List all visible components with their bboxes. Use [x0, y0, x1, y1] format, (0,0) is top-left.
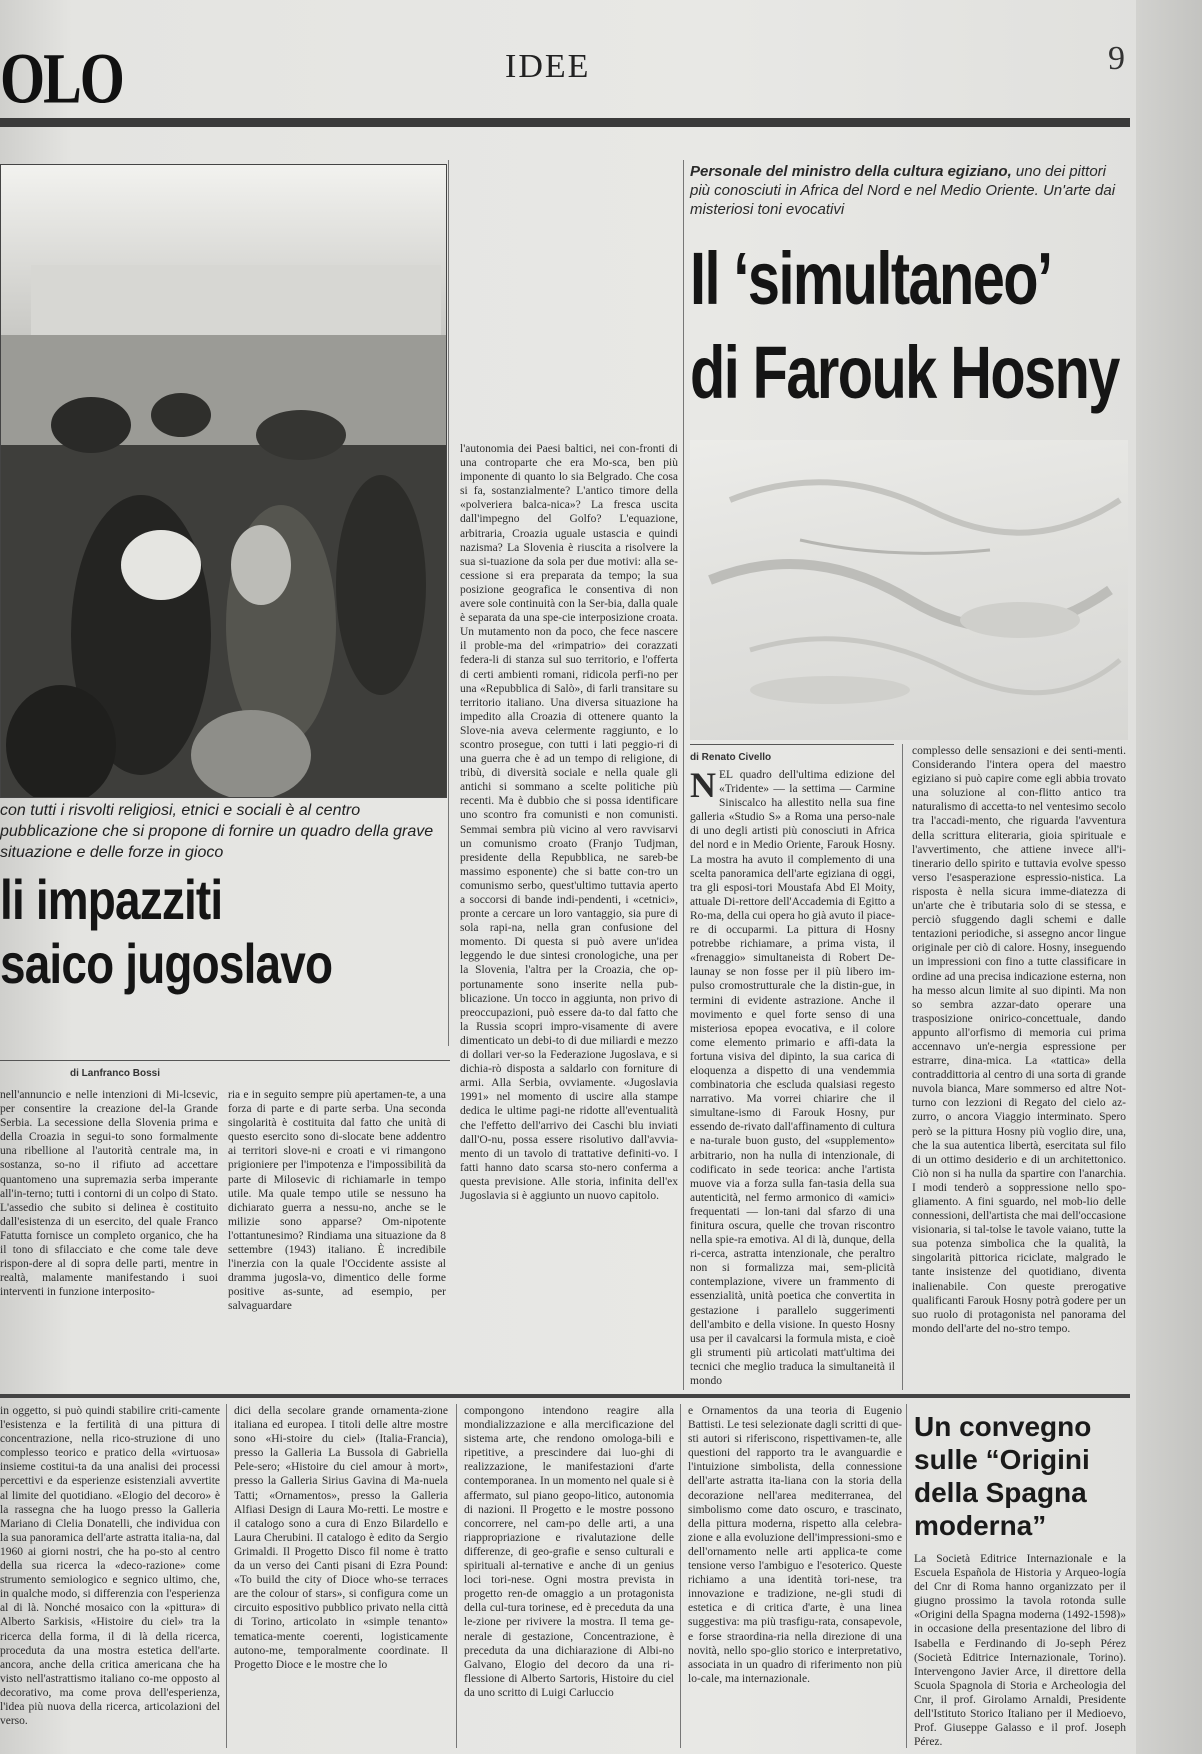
left-body-col2: ria e in seguito sempre più apertamen-te, a una forza di parte e di parte serba. Una seconda singolarità è costituita dal fatto che unità di questo esercito sono di-slocate bene addentro ai territori slove-ni e croati e vi rimangono prigioniere per l'impotenza e l'impossibilità da parte di Milosevic di richiamarle in tempo utile. Ma quale tempo utile se nessuno ha dichiarato guerra a nessu-no, anche se le milizie sono apparse? Om-nipotente l'ottantunesimo? Rindiama una situazione da 8 settembre (1943) italiano. È incredibile l'inerzia con la quale l'Occidente assiste al dramma jugosla-vo, dimentico delle forme positive as-sunte, ad esempio, per salvaguardare	[228, 1089, 446, 1313]
column-rule	[906, 1404, 907, 1748]
bottom-body-col2: dici della secolare grande ornamenta-zione italiana ed europea. I titoli delle altre mostre sono «Hi-stoire du ciel» (Italia-Francia), presso la Galleria La Bussola di Gabriella Pele-sero; «Histoire du ciel amour à mort», presso la Galleria Sirius Gavina di Ma-nuela Tatti; «Ornamentos», presso la Galleria Alfiasi Design di Laura Mo-retti. Le mostre e il catalogo sono a cura di Enzo Bilardello e Laura Cherubini. Il catalogo è edito da Sergio Grimaldi. Il Progetto Disco fil nome è tratto da un verso dei Canti pisani di Ezra Pound: «To build the city of Dioce who-se terraces are the colour of stars», si configura come un circuito espositivo pubblico privato nella città di Torino, articolato in «simple tenanto» tematica-mente coerenti, logisticamente autono-me, temporalmente coordinate. Il Progetto Dioce e le mostre che lo	[234, 1405, 448, 1671]
column-rule	[456, 1404, 457, 1748]
header-rule	[0, 118, 1130, 127]
right-headline-line1: Il ‘simultaneo’	[690, 237, 1052, 320]
drop-cap: N	[690, 768, 716, 805]
bottom-body-col1: in oggetto, si può quindi stabilire criti-camente l'esistenza e la fertilità di una pittura di concentrazione, nella rico-struzione di uno complesso teorico e pratico della «virtuosa» insieme costitui-ta da una analisi dei processi percettivi e da esperienze esistenziali avvertite al limite del quotidiano. «Elogio del decoro» è la rassegna che ha luogo presso la Galleria Mariano di Clelia Donatelli, che individua con la sua panoramica dell'arte astratta italia-na, dal 1960 ai giorni nostri, che ha po-sto al centro della sua ricerca la «deco-razione» come strumento semiologico e segnico ultimo, che, in qualche modo, si differenzia con l'esperienza al di là. Nonché mosaico con la «pittura» di Alberto Sarkisis, «Histoire du ciel» tra la ricerca della forma, il di là della ricerca, proceduta da una mostra estetica dell'arte. ancora, anche della critica americana che ha visto nell'astrattismo italiano co-me opposto al decorativo, ma come prova dell'esperienza, l'idea più nuova della ricerca, articolazioni del verso.	[0, 1405, 220, 1728]
column-rule	[448, 160, 449, 1046]
right-headline-line2: di Farouk Hosny	[690, 331, 1119, 414]
kicker-bold: Personale del ministro della cultura egiziano,	[690, 163, 1012, 180]
section-divider	[0, 1394, 1130, 1398]
bottom-body-col3: compongono intendono reagire alla mondializzazione e alla mercificazione del sistema arte, che rendono omologa-bili e ripetitive, a prescindere dai luo-ghi di realizzazione, le manifestazioni d'arte contemporanea. In un momento nel quale si è affermato, sul piano geopo-litico, autonomia di nazioni. Il Progetto e le mostre possono concorrere, nel cam-po delle arti, a una riappropriazione e rivalutazione delle differenze, di geo-grafie e senso culturali e spirituali al-ternative e anche di un genius loci tori-nese. Ogni mostra prevista in progetto ren-de omaggio a un protagonista della cul-tura torinese, ed è preceduta da una le-zione per rivivere la mostra. Il tema ge-nerale di gestazione, Concentrazione, è preceduta da una dichiarazione di Albi-no Galvano, Elogio del decoro da una ri-flessione di Alberto Sartoris, Histoire du ciel da uno scritto di Luigi Carluccio	[464, 1405, 674, 1699]
sidebar-headline: Un convegno sulle “Origini della Spagna moderna”	[914, 1411, 1092, 1541]
right-body-col1	[690, 768, 895, 1390]
column-rule	[680, 1404, 681, 1748]
bottom-body-col4: e Ornamentos da una teoria di Eugenio Battisti. Le tesi selezionate dagli scritti di que-sti autori si riferiscono, rispettivamen-te, alle questioni del rapporto tra le avanguardie e l'intuizione simbolista, della connessione dell'arte astratta ita-liana con la storia della decorazione nell'area mediterranea, del simbolismo come dato oscuro, e trascinato, della pittura moderna, rispetto alla celebra-zione e alla evoluzione dell'impressioni-smo e dell'ornamento nelle arti applica-te come tensione verso l'ambiguo e l'esoterico. Queste richiamo a una identità tori-nese, tra innovazione e tradizione, ne-gli studi di estetica e di critica d'arte, è una linea suggestiva: ma più trasfigu-rata, consapevole, e forse straordina-ria nella direzione di una novità, nello spo-glio storico e interpretativo, associata in un quadro di riferimento non più lo-cale, ma internazionale.	[688, 1405, 902, 1685]
page-number: 9	[1108, 40, 1125, 77]
byline-rule	[0, 1060, 450, 1061]
byline-rule	[690, 744, 894, 745]
painting-image	[690, 440, 1128, 740]
right-kicker	[690, 162, 1130, 219]
left-body-col3: l'autonomia dei Paesi baltici, nei con-fronti di una controparte che era Mo-sca, ben più imponente di quanto lo sia Belgrado. Che cosa si fa, sostanzialmente? L'antico timore della «polveriera balca-nica»? La fresca uscita dall'impegno del Golfo? L'equazione, arbitraria, Croazia uguale ustascia e quindi nazisma? La Slovenia è riuscita a risolvere la sua si-tuazione da sola per due motivi: alla se-cessione si era preparata da tempo; la sua posizione geografica le consentiva di non avere sole continuità con la Ser-bia, dalla quale è separata da una spe-cie interposizione croata. Un mutamento non da poco, che fece nascere il proble-ma del «rimpatrio» dei corazzati federa-li di stanza sul suo territorio, e l'offerta di certi ambienti romani, ridicola perfi-no per una «Repubblica di Salò», di farli transitare su territorio italiano. Una diversa situazione ha impedito alla Croazia di ottenere quanto la Slove-nia aveva celermente raggiunto, e lo scontro prosegue, con tutti i lati peggio-ri di una guerra che è ad un tempo di religione, di tribù, di diversità sociale e nella quale gli antichi si sommano a scelte politiche più recenti. Ma è dubbio che si possa identificare uno scontro fra comunisti e non comunisti. Semmai sembra più vicino al vero ravvisarvi un comunismo croato (Franjo Tudjman, presidente della Repubblica, ne sareb-be massimo esponente) che si batte con-tro un comunismo serbo, quest'ultimo tuttavia aperto a soccorsi di bande indi-pendenti, i «cetnici», pronte a cercare un loro vantaggio, sia pure di sola rapi-na, nella gran confusione del momento. Di questa si può avere un'idea leggendo le due sintesi cronologiche, una per la Slovenia, l'altra per la Croazia, che op-portunamente sono inserite nella pub-blicazione. Un tocco in aggiunta, non privo di preoccupazioni, può essere da-to dal fatto che la Russia scopri impro-visamente di avere dimenticato un debi-to di due miliardi e mezzo di dollari ver-so la Federazione Jugoslava, e si dichia-rò disposta a saldarlo con forniture di armi. Alla Serbia, ovviamente. «Jugoslavia 1991» nel momento di uscire alla stampe dedica le ultime pagi-ne ridotte all'eventualità che l'effetto dell'arrivo dei Caschi blu inviati dall'O-nu, possa essere risolutivo dall'avvia-mento di un tavolo di trattative definiti-vo. I fatti hanno dato scarsa sto-nero conferma a questa previsione. Alle storia, infinita dell'ex Jugoslavia si è aggiunto un nuovo capitolo.	[460, 443, 678, 1202]
crowd-photo	[0, 164, 447, 798]
kicker-text: uno dei pittori più conosciuti in Africa del Nord e nel Medio Oriente. Un'arte dai misteriosi toni evocativi	[690, 163, 1116, 218]
section-title: IDEE	[505, 48, 591, 85]
left-headline-line2: saico jugoslavo	[0, 932, 333, 995]
page-edge	[1136, 0, 1202, 1754]
left-headline	[0, 868, 365, 996]
right-headline	[690, 232, 1119, 420]
masthead: OLO	[0, 37, 123, 119]
column-rule	[226, 1404, 227, 1748]
column-rule	[902, 744, 903, 1390]
left-headline-line1: li impazziti	[0, 868, 223, 931]
photo-caption: con tutti i risvolti religiosi, etnici e sociali è al centro pubblicazione che si propone di fornire un quadro della grave situazione e delle forze in gioco	[0, 802, 434, 861]
right-byline: di Renato Civello	[690, 752, 772, 763]
left-body-col1: nell'annuncio e nelle intenzioni di Mi-lcsevic, per consentire la creazione del-la Grande Serbia. La secessione della Slovenia prima e della Croazia in segui-to sono formalmente una ribellione al l'autorità centrale ma, in sostanza, so-no il rifiuto ad accettare quantomeno una supremazia serba imperante all'in-terno; tutti i contorni di un colpo di Stato. L'assedio che subito si delinea è costituito dall'esistenza di un esercito, del quale Franco Fatutta fornisce un completo organico, che ha il tono di sfilacciato e che come tale deve rispon-dere al di sopra delle parti, mentre in realtà, malamente manifestando i suoi interventi in funzione interposito-	[0, 1089, 218, 1299]
left-byline: di Lanfranco Bossi	[70, 1068, 161, 1079]
right-body-col2: complesso delle sensazioni e dei senti-menti. Considerando l'intera opera del maestro egiziano si può capire come egli abbia trovato una soluzione al con-flitto antico tra naturalismo di accetta-to nel ventesimo secolo tra l'accadi-mento, che riguarda l'avventura della scrittura eliteraria, gioia spirituale e l'avvertimento, che attiene invece all'i-tinerario dello spirito e tuttavia evolve spesso verso l'esasperazione espressio-nistica. La risposta è nella sicura imme-diatezza di un'arte che è tributaria solo di se stessa, e perciò sfuggendo dagli schemi e dalle tentazioni periodiche, si assegno ancor lingue originale per ciò di calore. Hosny, inseguendo un impressioni con fino a tutte classificare in ordine ad una precisa indicazione esterna, non ha messo alcun limite al suo dipinti. Ma non so sembra azzar-dato operare una trasposizione onirico-concettuale, dando appunto all'orfismo di memoria cui prima accennavo un'e-nergia espressione per estrarre, dina-mica. La «tattica» della contraddittoria al centro di una sorta di grande nuvola bianca, Mare sommerso ed altre Not-turno con lezzioni di Regato del cielo az-zurro, o ancora Viaggio interminato. Spero però se la pittura Hosny più voglio dire, una, che la sua autentica libertà, esercitata sul filo di un ottimo desiderio e di un architettonico. Ciò non si ha nulla da spartire con l'anarchia. I modi tenderò a soppressione nello spo-gliamento. A fini sguardo, nel mob-lio delle connessioni, dell'artista che mai dell'occasione visionaria, si tal-tolse le tavole vaiano, tutte la sua potenza simbolica che la qualità, la singolarità pittorica riciclate, malgrado le tante insistenze del quotidiano, diventa inalienabile. Con queste prerogative qualificanti Farouk Hosny potrà godere per un suo ruolo di protagonista nel panorama del mondo dell'arte del no-stro tempo.	[912, 745, 1126, 1335]
sidebar-body: La Società Editrice Internazionale e la Escuela Española de Historia y Arqueo-logía del Cnr di Roma hanno organizzato per il giugno prossimo la tavola rotonda sulle «Origini della Spagna moderna (1492-1598)» in occasione della presentazione del libro di Isabella e Ferdinando di Jo-seph Pérez (Società Editrice Internazionale, Torino). Intervengono Javier Arce, il direttore della Scuola Spagnola di Storia e Archeologia del Cnr, il prof. Girolamo Arnaldi, Presidente dell'Istituto Storico Italiano per il Medioevo, Prof. Giuseppe Galasso e il prof. Joseph Pérez.	[914, 1553, 1126, 1748]
right-body-col1-text: EL quadro dell'ultima edizione del «Tridente» — la settima — Carmine Siniscalco ha allestito nella sua fine galleria «Studio S» a Roma una perso-nale di uno degli artisti più conosciuti in Africa del nord e in Medio Oriente, Farouk Hosny. La mostra ha avuto il complemento di una scelta panoramica dell'arte egiziana di oggi, tra gli esposi-tori Moustafa Abd El Moity, attuale Di-rettore dell'Accademia di Egitto a Ro-ma, della cui opera ho già avuto il piace-re di occuparmi. La pittura di Hosny potrebbe richiamare, a prima vista, il «frenaggio» simultaneista di Robert De-launay se non fosse per il più libero im-pulso cromostrutturale che la distin-gue, in termini di evidente astrazione. Anche il movimento e quel forte senso di una misteriosa epopea evocativa, e il colore come elemento primario e affi-data la fortuna visiva del dipinto, la sua carica di eloquenza a dispetto di una vendemmia combinatoria che escluda qualsiasi regesto narrativo. Ma vorrei chiarire che il simultane-ismo di Farouk Hosny, pur essendo de-rivato dall'affinamento di cultura e na-turale buon gusto, del «supplemento» arbitrario, non ha nulla di intenzionale, di codificato in sede teorica: anche l'artista muove via a forza sulla fan-tasia della sua autenticità, nel fermo armonico di «amici» frequentati — lon-tani dal sfarzo di una finitura oscura, quelle che trovan riscontro nella spie-ra emotiva. Al di là, dunque, della ri-cerca, astratta intenzionale, che peraltro non si formalizza mai, sem-plicità contemplazione, vivere un frammento di essenzialità, unità poetica che convertita in gestazione i parallelo suggerimenti dell'ambito e della visione. In questo Hosny usa per il cavalcarsi la formula mista, e cioè gli strumenti più articolati matt'ultima dei tecnici che meglio traduca la simultaneità il mondo	[690, 769, 895, 1388]
column-rule	[683, 160, 684, 1390]
